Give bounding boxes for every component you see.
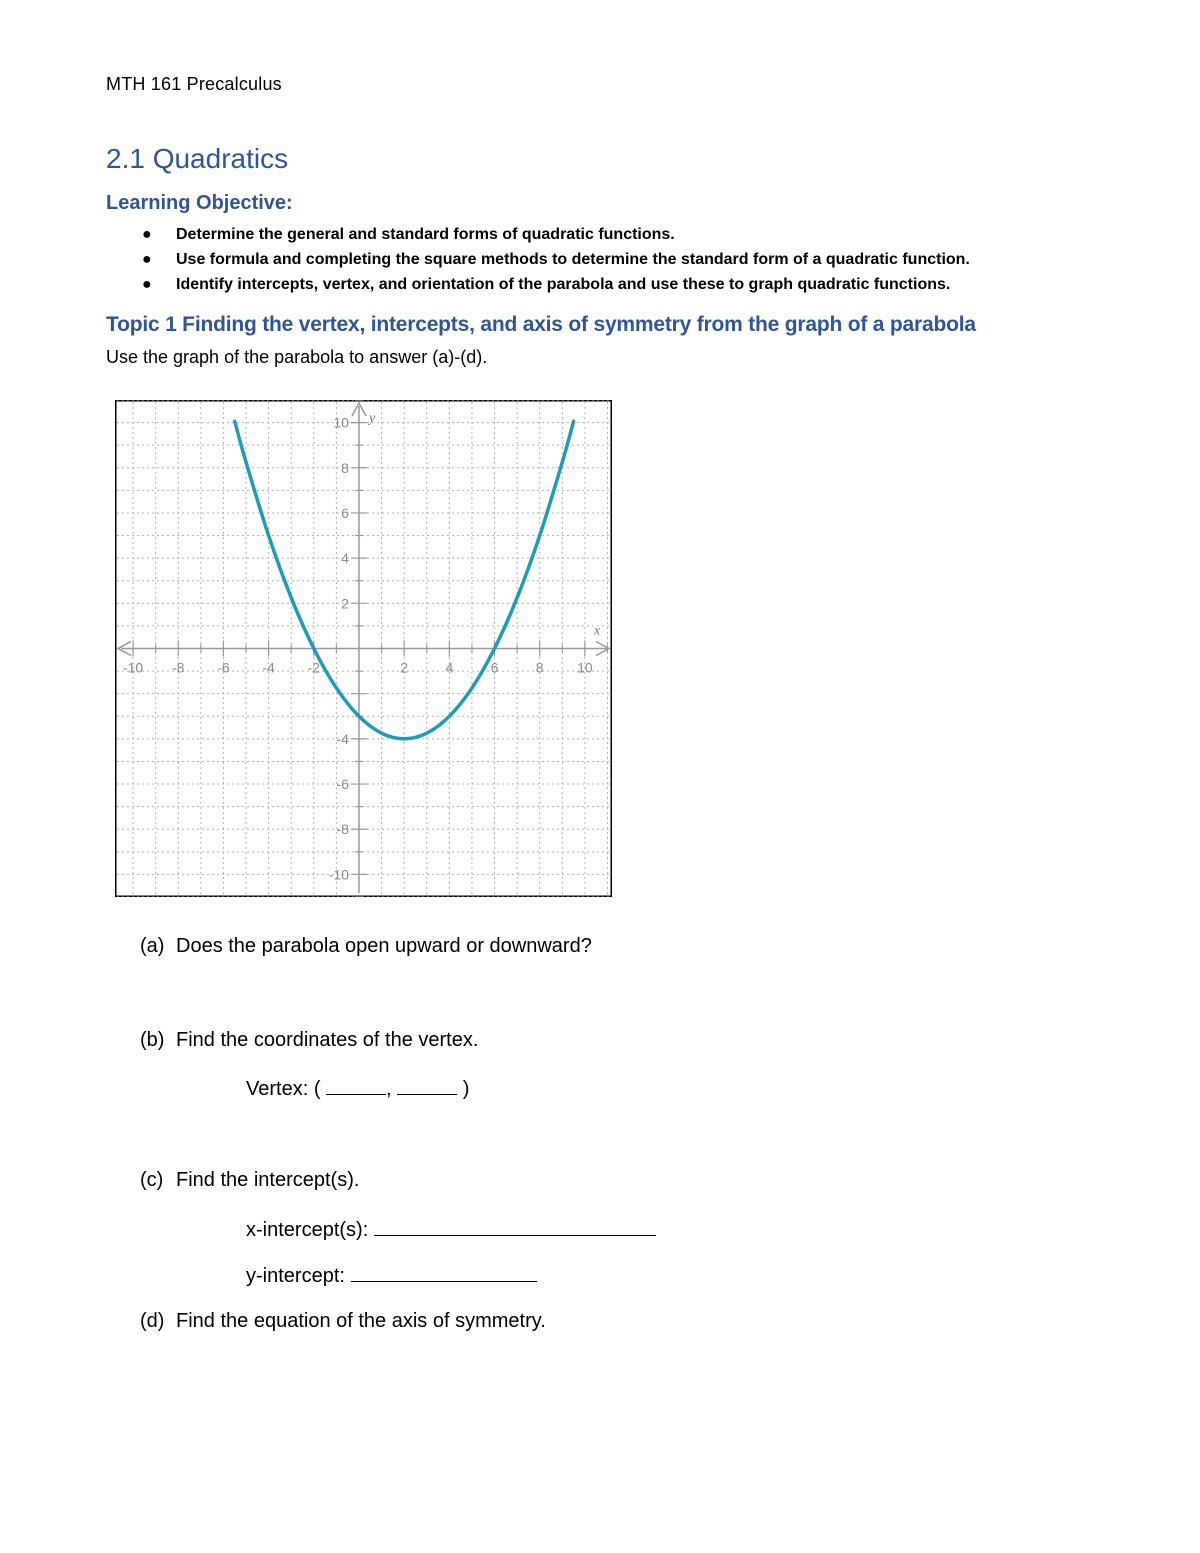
y-intercept-blank[interactable]	[351, 1263, 537, 1282]
instruction-text: Use the graph of the parabola to answer (a)-(d).	[106, 347, 488, 367]
x-tick-label: -4	[262, 659, 275, 676]
y-tick-label: 10	[333, 414, 349, 431]
x-tick-label: 4	[445, 659, 454, 676]
course-name: MTH 161 Precalculus	[106, 74, 282, 94]
x-intercepts-blank[interactable]	[374, 1217, 656, 1236]
objective-item	[140, 272, 970, 297]
vertex-suffix: )	[462, 1078, 470, 1100]
objective-text: Determine the general and standard forms of quadratic functions.	[176, 226, 675, 243]
objective-item	[140, 222, 970, 247]
bullet-icon: ●	[142, 251, 152, 268]
x-tick-label: 2	[400, 659, 409, 676]
vertex-x-blank[interactable]	[326, 1076, 386, 1095]
question-text: Does the parabola open upward or downward?	[176, 935, 592, 957]
question-label: (a)	[140, 935, 165, 957]
vertex-answer	[246, 1076, 469, 1101]
question-text: Find the coordinates of the vertex.	[176, 1029, 479, 1051]
y-tick-label: -8	[336, 821, 349, 838]
question-b	[140, 1029, 478, 1052]
objective-heading: Learning Objective:	[106, 192, 293, 214]
y-tick-label: 2	[341, 595, 349, 612]
question-text: Find the equation of the axis of symmetry.	[176, 1310, 546, 1332]
question-c	[140, 1169, 359, 1192]
question-a	[140, 935, 592, 958]
question-label: (c)	[140, 1169, 164, 1191]
parabola-graph	[115, 400, 612, 897]
x-tick-label: 6	[490, 659, 499, 676]
x-tick-label: -10	[122, 659, 144, 676]
y-tick-label: 8	[341, 459, 349, 476]
x-intercepts-label: x-intercept(s):	[246, 1219, 369, 1241]
topic-heading: Topic 1 Finding the vertex, intercepts, and axis of symmetry from the graph of a parabola	[106, 313, 976, 336]
y-axis-label: y	[368, 411, 376, 426]
y-tick-label: -6	[336, 776, 349, 793]
x-axis-label: x	[594, 623, 601, 639]
x-tick-label: 10	[577, 659, 593, 676]
y-tick-label: 4	[341, 550, 349, 567]
y-tick-label: -4	[336, 730, 349, 747]
bullet-icon: ●	[142, 226, 152, 243]
vertex-separator: ,	[386, 1078, 392, 1100]
question-label: (b)	[140, 1029, 165, 1051]
x-intercepts-answer	[246, 1217, 656, 1242]
y-tick-label: 6	[341, 504, 349, 521]
page-title: 2.1 Quadratics	[106, 143, 289, 174]
y-intercept-label: y-intercept:	[246, 1265, 345, 1287]
objective-text: Identify intercepts, vertex, and orientation of the parabola and use these to graph quadratic functions.	[176, 276, 951, 293]
bullet-icon: ●	[142, 276, 152, 293]
y-intercept-answer	[246, 1263, 537, 1288]
objective-item	[140, 247, 970, 272]
question-label: (d)	[140, 1310, 165, 1332]
y-tick-label: -10	[328, 866, 349, 883]
vertex-y-blank[interactable]	[397, 1076, 457, 1095]
x-tick-label: -6	[217, 659, 230, 676]
objectives-list	[140, 222, 970, 297]
question-d	[140, 1310, 546, 1333]
x-tick-label: 8	[535, 659, 544, 676]
x-tick-label: -8	[172, 659, 185, 676]
vertex-prefix: Vertex: (	[246, 1078, 321, 1100]
x-tick-label: -2	[307, 659, 321, 676]
objective-text: Use formula and completing the square methods to determine the standard form of a quadratic function.	[176, 251, 970, 268]
question-text: Find the intercept(s).	[176, 1169, 360, 1191]
